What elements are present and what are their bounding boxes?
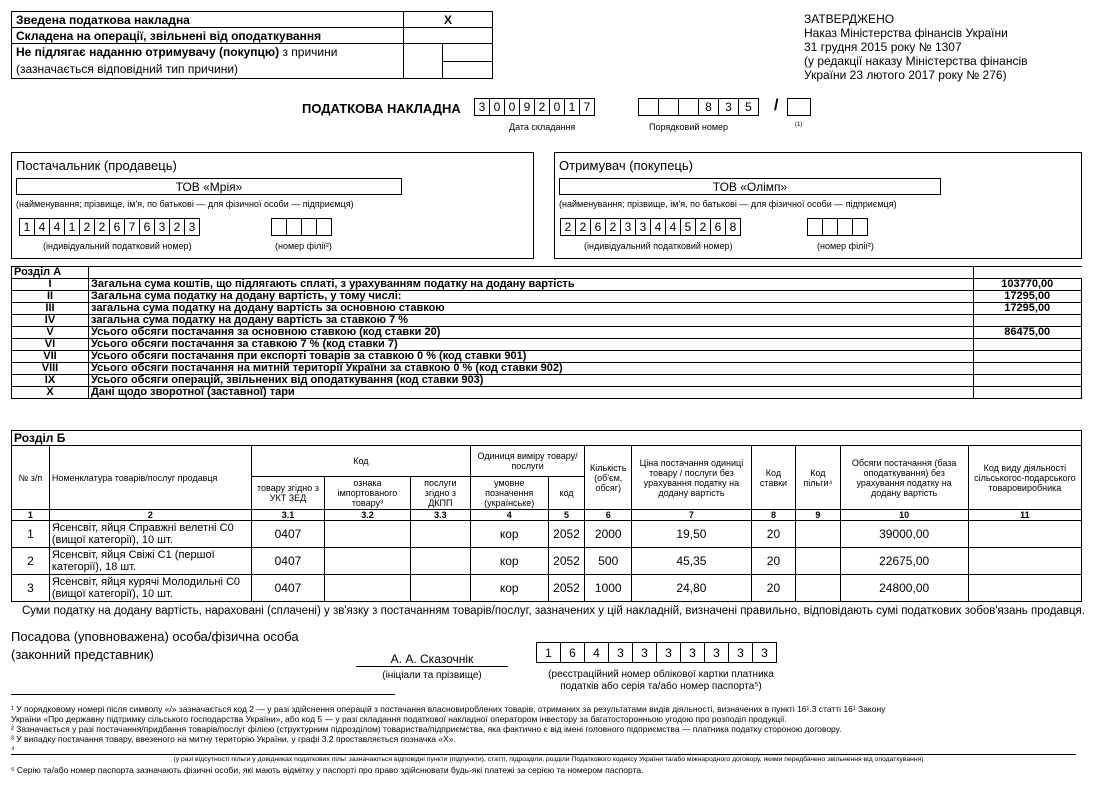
buyer-panel [554,152,1082,259]
col-number: 5 [548,510,585,521]
section-a-row [12,279,1082,291]
reason-spacer-2 [404,61,443,79]
date-digit[interactable]: 2 [534,98,550,116]
buyer-ipn-digit[interactable]: 3 [635,218,651,236]
footnote-4-text: (у разі відсутності пільги у довідниках податкових пільг зазначаються відповідні пункти (підпункти), статті, підрозділи, розділи Податкового кодексу України та/або міжнародного договору, якими передбачено звільнення від оподаткування) [173,756,924,763]
seller-ipn-digit[interactable]: 2 [79,218,95,236]
card-digit[interactable]: 3 [680,642,705,663]
not-given-label [12,44,404,79]
reason-cell-2[interactable] [443,61,493,79]
date-digit[interactable]: 0 [549,98,565,116]
col-num-header: № з/п [12,446,50,510]
row-amount[interactable]: 22675,00 [840,548,968,575]
row-uktzed[interactable]: 0407 [251,548,324,575]
row-uktzed[interactable]: 0407 [251,575,324,602]
col-number: 3.2 [324,510,410,521]
section-a-value[interactable]: 86475,00 [973,327,1082,339]
date-digit[interactable]: 7 [579,98,595,116]
section-a-num: I [12,279,89,291]
card-caption-1: (реєстраційний номер облікової картки платника [548,669,774,680]
number-caption: Порядковий номер [649,122,729,132]
signer-name-caption: (ініціали та прізвище) [382,670,482,681]
seller-name-field[interactable]: ТОВ «Мрія» [16,178,402,195]
approved-line-4: (у редакції наказу Міністерства фінансів [804,54,1028,68]
statement-text: Суми податку на додану вартість, нараховані (сплачені) у зв'язку з постачанням товарів/послуг, зазначених у цій накладній, визначені правильно, відповідають сумі податкових зобов'язань продавця. [22,605,1085,617]
row-uktzed[interactable]: 0407 [251,521,324,548]
section-a-num: X [12,387,89,399]
row-agri[interactable] [968,575,1081,602]
approved-line-3: 31 грудня 2015 року № 1307 [804,40,962,54]
row-num: 1 [12,521,50,548]
buyer-ipn-digit[interactable]: 8 [725,218,741,236]
buyer-name-hint: (найменування; прізвище, ім'я, по батькові — для фізичної особи — підприємця) [559,199,897,209]
col-uktzed-header: товару згідно з УКТ ЗЕД [251,477,324,510]
row-unit-code[interactable]: 2052 [548,575,585,602]
card-caption [536,669,786,693]
table-row [12,575,1082,602]
buyer-name-field[interactable]: ТОВ «Олімп» [559,178,941,195]
card-digit[interactable]: 3 [752,642,777,663]
row-dkpp[interactable] [410,548,470,575]
number-digit[interactable] [658,98,679,116]
col-number: 1 [12,510,50,521]
row-qty[interactable]: 2000 [585,521,632,548]
footnote-1b: України «Про державну підтримку сільського господарства України», або код 5 — у разі складання податкової накладної оператором інвестору за багатосторонньою угодою про розподіл продукції. [11,714,787,724]
section-a-row [12,375,1082,387]
signer-labels [11,628,299,664]
seller-ipn-digit[interactable]: 3 [184,218,200,236]
card-digit[interactable]: 3 [728,642,753,663]
section-a-num: VII [12,351,89,363]
section-a-value[interactable] [973,363,1082,375]
footnote-4: ⁴ [11,744,15,754]
section-a-num: V [12,327,89,339]
col-number: 9 [796,510,840,521]
section-a-num: VI [12,339,89,351]
section-a-header [12,267,1082,279]
footnote-divider [11,694,395,695]
section-a-num: IV [12,315,89,327]
seller-panel [11,152,534,259]
section-a-value[interactable]: 103770,00 [973,279,1082,291]
footnote-3: ³ У випадку постачання товару, ввезеного на митну територію України, у графі 3.2 проставляється позначка «Х». [11,734,456,744]
buyer-ipn-digit[interactable]: 2 [560,218,576,236]
date-digit[interactable]: 0 [489,98,505,116]
col-number: 7 [632,510,752,521]
buyer-ipn-caption: (індивідуальний податковий номер) [584,241,733,251]
invoice-type-box [11,11,493,79]
col-number: 2 [49,510,251,521]
section-a-value[interactable] [973,339,1082,351]
buyer-ipn-digit[interactable]: 6 [710,218,726,236]
section-a-text: Дані щодо зворотної (заставної) тари [89,387,974,399]
row-qty[interactable]: 500 [585,548,632,575]
section-a-value[interactable] [973,351,1082,363]
signer-label-2: (законний представник) [11,647,154,662]
suffix-caption: (1) [795,122,803,128]
seller-ipn-digit[interactable]: 3 [154,218,170,236]
row-amount[interactable]: 39000,00 [840,521,968,548]
col-amount-header: Обсяги постачання (база оподаткування) без урахування податку на додану вартість [840,446,968,510]
section-a-row [12,339,1082,351]
section-a-row [12,363,1082,375]
section-a-header-val [973,267,1082,279]
row-unit[interactable]: кор [470,548,548,575]
buyer-branch-digit[interactable] [852,218,868,236]
suffix-digit[interactable] [787,98,811,116]
number-digit[interactable]: 5 [738,98,759,116]
section-a-text: Загальна сума податку на додану вартість, у тому числі: [89,291,974,303]
row-qty[interactable]: 1000 [585,575,632,602]
section-a-text: Усього обсяги операцій, звільнених від оподаткування (код ставки 903) [89,375,974,387]
row-num: 3 [12,575,50,602]
seller-ipn-digit[interactable]: 4 [49,218,65,236]
reason-cell-1[interactable] [443,44,493,62]
section-a-header-blank [89,267,974,279]
row-unit-code[interactable]: 2052 [548,548,585,575]
card-digit[interactable]: 3 [656,642,681,663]
buyer-branch-caption: (номер філії²) [817,241,874,251]
date-cells[interactable] [474,98,595,116]
number-digit[interactable]: 8 [698,98,719,116]
section-a-num: II [12,291,89,303]
seller-branch-cells[interactable] [271,218,332,236]
section-a-row [12,327,1082,339]
row-agri[interactable] [968,548,1081,575]
date-caption: Дата складання [509,122,576,132]
col-number: 8 [751,510,795,521]
col-qty-header: Кількість (об'єм, обсяг) [585,446,632,510]
date-digit[interactable]: 3 [474,98,490,116]
seller-ipn-caption: (індивідуальний податковий номер) [43,241,192,251]
card-digit[interactable]: 4 [584,642,609,663]
buyer-branch-digit[interactable] [822,218,838,236]
col-numbers-row [12,510,1082,521]
section-a-value[interactable]: 17295,00 [973,291,1082,303]
reason-hint: (зазначається відповідний тип причини) [16,62,239,76]
reason-spacer [404,44,443,62]
seller-ipn-digit[interactable]: 2 [169,218,185,236]
number-digit[interactable] [678,98,699,116]
col-number: 10 [840,510,968,521]
section-a-row [12,303,1082,315]
card-caption-2: податків або серія та/або номер паспорта⁵) [560,681,762,692]
row-rate[interactable]: 20 [751,575,795,602]
section-b-table [11,430,1082,602]
seller-ipn-digit[interactable]: 7 [124,218,140,236]
buyer-ipn-cells[interactable] [560,218,741,236]
seller-branch-digit[interactable] [286,218,302,236]
footnote-1a: ¹ У порядковому номері після символу «/» зазначається код 2 — у разі здійснення операцій з постачання власновироблених товарів, отриманих за результатами видів діяльності, визначених в пункті 16¹.3 статті 16¹ Закону [11,704,886,714]
number-slash: / [774,97,779,114]
row-agri[interactable] [968,521,1081,548]
approved-line-1: ЗАТВЕРДЖЕНО [804,12,895,26]
row-import[interactable] [324,575,410,602]
date-digit[interactable]: 9 [519,98,535,116]
col-number: 6 [585,510,632,521]
col-number: 3.1 [251,510,324,521]
section-a-text: Усього обсяги постачання при експорті товарів за ставкою 0 % (код ставки 901) [89,351,974,363]
exempt-label: Складена на операції, звільнені від оподаткування [12,28,404,44]
row-name[interactable]: Ясенсвіт, яйця Свіжі С1 (першої категорії), 18 шт. [49,548,251,575]
row-name[interactable]: Ясенсвіт, яйця курячі Молодильні С0 (вищої категорії), 10 шт. [49,575,251,602]
buyer-branch-cells[interactable] [807,218,868,236]
row-unit[interactable]: кор [470,521,548,548]
section-a-row [12,291,1082,303]
section-a-row [12,351,1082,363]
seller-ipn-digit[interactable]: 1 [64,218,80,236]
date-digit[interactable]: 1 [564,98,580,116]
buyer-ipn-digit[interactable]: 3 [620,218,636,236]
row-benefit[interactable] [796,548,840,575]
section-a-table [11,266,1082,399]
card-digit[interactable]: 3 [608,642,633,663]
seller-branch-digit[interactable] [301,218,317,236]
consolidated-mark[interactable]: X [404,12,493,28]
col-unitcode-header: код [548,477,585,510]
col-unitname-header: умовне позначення (українське) [470,477,548,510]
exempt-mark[interactable] [404,28,493,44]
col-agri-header: Код виду діяльності сільськогос-подарського товаровиробника [968,446,1081,510]
row-unit-code[interactable]: 2052 [548,521,585,548]
section-a-value[interactable] [973,315,1082,327]
section-a-text: загальна сума податку на додану вартість за основною ставкою [89,303,974,315]
card-digit[interactable]: 1 [536,642,561,663]
table-row [12,521,1082,548]
section-a-row [12,315,1082,327]
date-digit[interactable]: 0 [504,98,520,116]
seller-ipn-digit[interactable]: 4 [34,218,50,236]
row-rate[interactable]: 20 [751,548,795,575]
row-import[interactable] [324,521,410,548]
signer-name[interactable]: А. А. Сказочнік [356,652,508,667]
col-rate-header: Код ставки [751,446,795,510]
seller-branch-caption: (номер філії²) [275,241,332,251]
consolidated-label: Зведена податкова накладна [12,12,404,28]
buyer-ipn-digit[interactable]: 5 [680,218,696,236]
seller-title: Постачальник (продавець) [16,158,177,173]
section-a-row [12,387,1082,399]
seller-ipn-cells[interactable] [19,218,200,236]
buyer-ipn-digit[interactable]: 4 [650,218,666,236]
buyer-branch-digit[interactable] [837,218,853,236]
row-num: 2 [12,548,50,575]
section-a-title: Розділ А [12,267,89,279]
col-price-header: Ціна постачання одиниці товару / послуги без урахування податку на додану вартість [632,446,752,510]
footnotes [11,704,1086,775]
section-a-text: Загальна сума коштів, що підлягають сплаті, з урахуванням податку на додану вартість [89,279,974,291]
section-a-text: Усього обсяги постачання на митній території України за ставкою 0 % (код ставки 902) [89,363,974,375]
row-rate[interactable]: 20 [751,521,795,548]
buyer-ipn-digit[interactable]: 6 [590,218,606,236]
section-a-text: загальна сума податку на додану вартість за ставкою 7 % [89,315,974,327]
section-b-title: Розділ Б [12,431,1082,446]
section-a-text: Усього обсяги постачання за ставкою 7 % (код ставки 7) [89,339,974,351]
col-name-header: Номенклатура товарів/послуг продавця [49,446,251,510]
section-a-value[interactable] [973,387,1082,399]
seller-ipn-digit[interactable]: 1 [19,218,35,236]
col-number: 3.3 [410,510,470,521]
card-cells[interactable] [536,642,777,663]
seller-name-hint: (найменування; прізвище, ім'я, по батькові — для фізичної особи — підприємця) [16,199,354,209]
seller-branch-digit[interactable] [271,218,287,236]
row-benefit[interactable] [796,575,840,602]
suffix-cells[interactable] [787,98,811,116]
card-digit[interactable]: 6 [560,642,585,663]
section-a-num: IX [12,375,89,387]
col-number: 11 [968,510,1081,521]
col-dkpp-header: послуги згідно з ДКПП [410,477,470,510]
row-amount[interactable]: 24800,00 [840,575,968,602]
not-given-suffix: з причини [279,45,338,59]
section-a-num: VIII [12,363,89,375]
section-a-value[interactable] [973,375,1082,387]
number-digit[interactable]: 3 [718,98,739,116]
signer-label-1: Посадова (уповноважена) особа/фізична особа [11,629,299,644]
row-benefit[interactable] [796,521,840,548]
approved-line-2: Наказ Міністерства фінансів України [804,26,1008,40]
seller-ipn-digit[interactable]: 6 [109,218,125,236]
col-number: 4 [470,510,548,521]
buyer-ipn-digit[interactable]: 2 [575,218,591,236]
row-import[interactable] [324,548,410,575]
seller-ipn-digit[interactable]: 6 [139,218,155,236]
approval-note [804,12,1028,82]
footnote-5: ⁵ Серію та/або номер паспорта зазначають фізичні особи, які мають відмітку у паспорті про право здійснювати будь-які платежі за серією та номером паспорта. [11,765,644,775]
buyer-ipn-digit[interactable]: 4 [665,218,681,236]
section-a-text: Усього обсяги постачання за основною ставкою (код ставки 20) [89,327,974,339]
number-digit[interactable] [638,98,659,116]
row-unit[interactable]: кор [470,575,548,602]
not-given-bold: Не підлягає наданню отримувачу (покупцю) [16,45,280,59]
buyer-title: Отримувач (покупець) [559,158,693,173]
buyer-ipn-digit[interactable]: 2 [605,218,621,236]
seller-branch-digit[interactable] [316,218,332,236]
row-name[interactable]: Ясенсвіт, яйця Справжні велетні С0 (вищої категорії), 10 шт. [49,521,251,548]
row-price[interactable]: 19,50 [632,521,752,548]
footnote-2: ² Зазначається у разі постачання/придбання товарів/послуг філією (структурним підрозділом) товариства/підприємства, яка фактично є від імені головного підприємства — платника податку стороною договору. [11,724,842,734]
col-code-header: Код [251,446,470,477]
card-digit[interactable]: 3 [704,642,729,663]
col-import-header: ознака імпортованого товару³ [324,477,410,510]
card-digit[interactable]: 3 [632,642,657,663]
row-dkpp[interactable] [410,575,470,602]
buyer-ipn-digit[interactable]: 2 [695,218,711,236]
seller-ipn-digit[interactable]: 2 [94,218,110,236]
section-a-value[interactable]: 17295,00 [973,303,1082,315]
section-a-num: III [12,303,89,315]
col-unit-header: Одиниця виміру товару/послуги [470,446,585,477]
row-dkpp[interactable] [410,521,470,548]
col-benefit-header: Код пільги⁴ [796,446,840,510]
doc-title: ПОДАТКОВА НАКЛАДНА [302,101,461,116]
row-price[interactable]: 45,35 [632,548,752,575]
row-price[interactable]: 24,80 [632,575,752,602]
approved-line-5: України 23 лютого 2017 року № 276) [804,68,1007,82]
table-row [12,548,1082,575]
buyer-branch-digit[interactable] [807,218,823,236]
number-cells[interactable] [638,98,759,116]
